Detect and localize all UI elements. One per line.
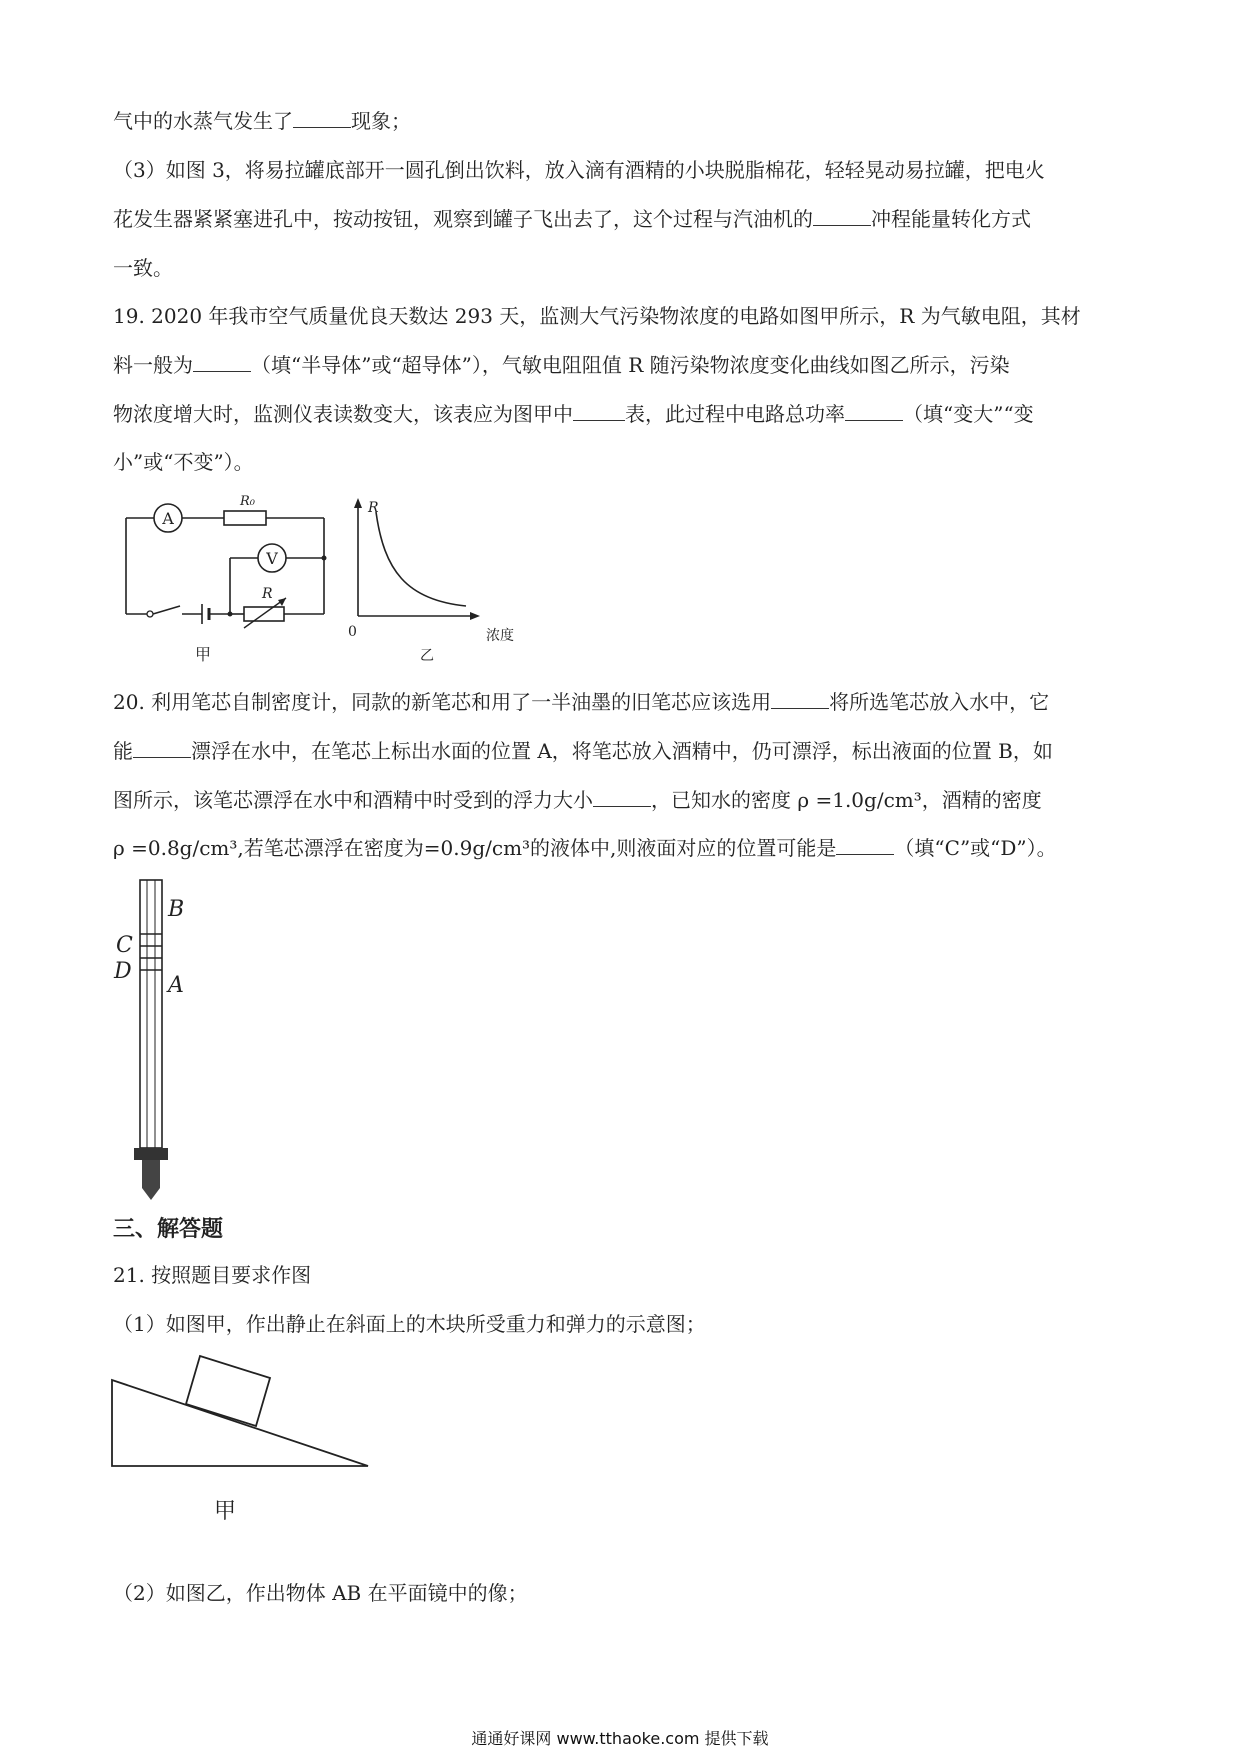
text: 冲程能量转化方式 — [871, 207, 1031, 231]
svg-text:0: 0 — [348, 624, 357, 640]
answer-blank[interactable] — [836, 836, 894, 855]
svg-text:R: R — [262, 586, 273, 602]
svg-text:V: V — [266, 549, 278, 568]
voltmeter — [258, 544, 286, 572]
answer-blank[interactable] — [293, 109, 351, 128]
answer-blank[interactable] — [593, 788, 651, 807]
answer-blank[interactable] — [573, 402, 625, 421]
wooden-block — [186, 1356, 270, 1426]
label-A: A — [168, 973, 184, 998]
text: 物浓度增大时，监测仪表读数变大，该表应为图甲中 — [113, 402, 573, 426]
label-C: C — [116, 933, 133, 958]
text: ，已知水的密度 ρ =1.0g/cm³，酒精的密度 — [651, 788, 1042, 812]
page-footer: 通通好课网 www.tthaoke.com 提供下载 — [471, 1729, 769, 1748]
text: 现象； — [351, 109, 411, 133]
text: （填“C”或“D”）。 — [894, 836, 1057, 860]
text-line-2: （3）如图 3，将易拉罐底部开一圆孔倒出饮料，放入滴有酒精的小块脱脂棉花，轻轻晃动易拉罐，把电火 — [113, 158, 1045, 182]
question-19-line-4: 小”或“不变”）。 — [113, 450, 254, 474]
ammeter — [154, 504, 182, 532]
text: 能 — [113, 739, 133, 763]
graph-caption: 乙 — [420, 648, 434, 664]
text-line-4: 一致。 — [113, 256, 173, 280]
incline-caption: 甲 — [214, 1499, 237, 1522]
question-20-line-1 — [113, 689, 1049, 715]
text: 漂浮在水中，在笔芯上标出水面的位置 A，将笔芯放入酒精中，仍可漂浮，标出液面的位置 B，如 — [191, 739, 1053, 763]
answer-blank[interactable] — [813, 207, 871, 226]
incline-diagram — [108, 1352, 378, 1522]
text-line-1 — [113, 108, 411, 134]
text: 将所选笔芯放入水中，它 — [829, 690, 1050, 714]
text: 表，此过程中电路总功率 — [625, 402, 845, 426]
text: 图所示，该笔芯漂浮在水中和酒精中时受到的浮力大小 — [113, 788, 593, 812]
r-curve — [376, 512, 466, 606]
svg-text:浓度: 浓度 — [486, 628, 514, 644]
label-B: B — [168, 897, 185, 922]
text-line-3 — [113, 206, 1031, 232]
answer-blank[interactable] — [771, 690, 829, 709]
question-20-line-3 — [113, 787, 1042, 813]
answer-blank[interactable] — [845, 402, 903, 421]
svg-text:R: R — [368, 500, 379, 516]
question-21-part-1: （1）如图甲，作出静止在斜面上的木块所受重力和弹力的示意图； — [113, 1312, 706, 1336]
pen-refill-hydrometer — [110, 876, 210, 1206]
answer-blank[interactable] — [193, 353, 251, 372]
text: （填“半导体”或“超导体”），气敏电阻阻值 R 随污染物浓度变化曲线如图乙所示，污染 — [251, 353, 1010, 377]
question-19-line-1: 19. 2020 年我市空气质量优良天数达 293 天，监测大气污染物浓度的电路如图甲所示，R 为气敏电阻，其材 — [113, 304, 1081, 328]
svg-text:A: A — [162, 509, 174, 528]
text: 花发生器紧紧塞进孔中，按动按钮，观察到罐子飞出去了，这个过程与汽油机的 — [113, 207, 813, 231]
question-19-line-2 — [113, 352, 1010, 378]
svg-text:R₀: R₀ — [240, 494, 255, 509]
text: 料一般为 — [113, 353, 193, 377]
answer-blank[interactable] — [133, 739, 191, 758]
circuit-diagram — [110, 490, 350, 670]
fixed-resistor — [224, 494, 266, 525]
question-21-title: 21. 按照题目要求作图 — [113, 1263, 312, 1287]
text: ρ =0.8g/cm³,若笔芯漂浮在密度为=0.9g/cm³的液体中,则液面对应的位置可能是 — [113, 836, 837, 860]
resistance-concentration-graph — [340, 496, 540, 666]
question-20-line-2 — [113, 738, 1053, 764]
question-21-part-2: （2）如图乙，作出物体 AB 在平面镜中的像； — [113, 1581, 528, 1605]
gas-sensitive-resistor — [244, 586, 286, 628]
label-D: D — [114, 959, 132, 984]
question-19-line-3 — [113, 401, 1034, 427]
circuit-caption: 甲 — [195, 645, 212, 664]
text: （填“变大”“变 — [903, 402, 1034, 426]
text: 气中的水蒸气发生了 — [113, 109, 293, 133]
text: 20. 利用笔芯自制密度计，同款的新笔芯和用了一半油墨的旧笔芯应该选用 — [113, 690, 772, 714]
section-heading: 三、解答题 — [113, 1217, 224, 1242]
question-20-line-4 — [113, 835, 1057, 861]
